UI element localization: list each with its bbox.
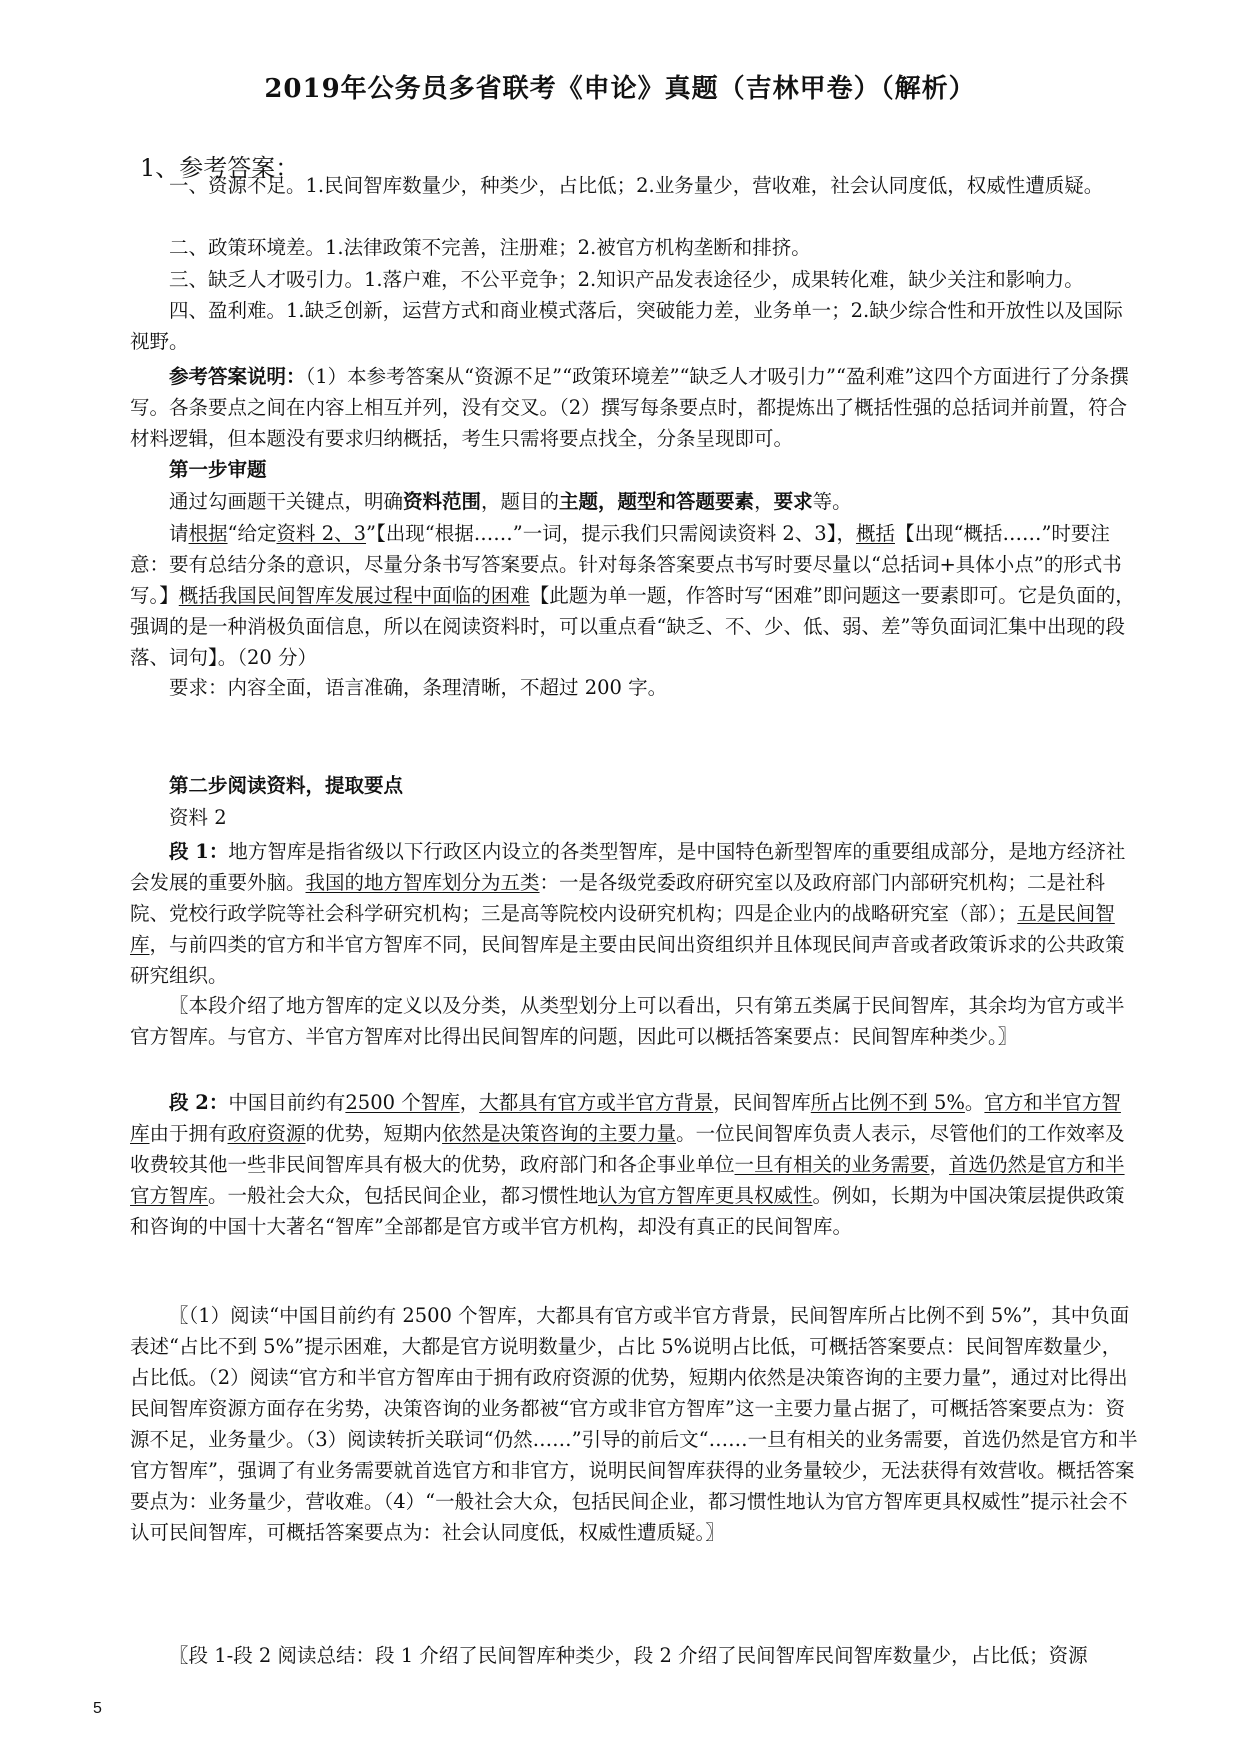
answer-1: 一、资源不足。1.民间智库数量少，种类少，占比低；2.业务量少，营收难，社会认同度低，权威性遭质疑。 xyxy=(169,174,1104,197)
answer-3: 三、缺乏人才吸引力。1.落户难，不公平竞争；2.知识产品发表途径少，成果转化难，缺少关注和影响力。 xyxy=(169,268,1084,291)
paragraph-text: 。 xyxy=(964,1091,985,1114)
paragraph-1 xyxy=(130,836,1140,991)
paragraph-underline: 2500 个智库 xyxy=(345,1091,460,1114)
question-text: ”【出现“根据……”一词，提示我们只需阅读资料 2、3】， xyxy=(366,522,856,545)
intro-text: ，题目的 xyxy=(481,490,560,513)
step1-requirement: 要求：内容全面，语言准确，条理清晰，不超过 200 字。 xyxy=(169,676,668,699)
answer-2: 二、政策环境差。1.法律政策不完善，注册难；2.被官方机构垄断和排挤。 xyxy=(169,236,811,259)
paragraph-text: 地方智库是指省级以下行政区内设立的各类型智库，是中国特色新型智库的重要组成部分，是地方经济社会发展的重要外脑。 xyxy=(130,840,1126,894)
intro-keyword: 要求 xyxy=(773,490,813,513)
paragraph-text: 中国目前约有 xyxy=(228,1091,346,1114)
commentary-3: 〖段 1-段 2 阅读总结：段 1 介绍了民间智库种类少，段 2 介绍了民间智库民间智库数量少，占比低；资源 xyxy=(169,1644,1088,1667)
question-underline: 资料 2、3 xyxy=(276,522,367,545)
paragraph-underline: 我国的地方智库划分为五类 xyxy=(305,871,540,894)
paragraph-text: ， xyxy=(459,1091,480,1114)
step1-question xyxy=(130,518,1140,673)
paragraph-text: 。一般社会大众，包括民间企业，都习惯性地 xyxy=(208,1184,599,1207)
question-underline: 根据 xyxy=(188,522,228,545)
step1-heading: 第一步审题 xyxy=(169,458,267,481)
paragraph-text: 。一位民间智库负责人表示，尽管他们的工作效率及收费较其他一些非民间智库具有极大的优势，政府部门和各企事业单位 xyxy=(130,1122,1125,1176)
paragraph-underline: 认为官方智库更具权威性 xyxy=(598,1184,813,1207)
paragraph-2 xyxy=(130,1087,1140,1242)
paragraph-text: ，与前四类的官方和半官方智库不同，民间智库是主要由民间出资组织并且体现民间声音或者政策诉求的公共政策研究组织。 xyxy=(130,933,1125,987)
commentary-2: 〖（1）阅读“中国目前约有 2500 个智库，大都具有官方或半官方背景，民间智库所占比例不到 5%”，其中负面表述“占比不到 5%”提示困难，大都是官方说明数量少，占比 5%说明占比低，可概括答案要点：民间智库数量少，占比低。（2）阅读“官方和半官方智库由于拥有政府资源的优势，短期内依然是决策咨询的主要力量”，通过对比得出民间智库资源方面存在劣势，决策咨询的业务都被“官方或非官方智库”这一主要力量占据了，可概括答案要点为：资源不足，业务量少。（3）阅读转折关联词“仍然……”引导的前后文“……一旦有相关的业务需要，首选仍然是官方和半官方智库”，强调了有业务需要就首选官方和非官方，说明民间智库获得的业务量较少，无法获得有效营收。概括答案要点为：业务量少，营收难。（4）“一般社会大众，包括民间企业，都习惯性地认为官方智库更具权威性”提示社会不认可民间智库，可概括答案要点为：社会认同度低，权威性遭质疑。〗 xyxy=(130,1304,1138,1544)
paragraph-underline: 五是民间智库 xyxy=(130,902,1115,956)
paragraph-text: ， xyxy=(929,1153,950,1176)
answer-note xyxy=(130,361,1140,454)
question-text: 请 xyxy=(169,522,189,545)
answer-note-text: （1）本参考答案从“资源不足”“政策环境差”“缺乏人才吸引力”“盈利难”这四个方面进行了分条撰写。各条要点之间在内容上相互并列，没有交叉。（2）撰写每条要点时，都提炼出了概括性强的总括词并前置，符合材料逻辑，但本题没有要求归纳概括，考生只需将要点找全，分条呈现即可。 xyxy=(130,365,1129,450)
intro-text: 通过勾画题干关键点，明确 xyxy=(169,490,404,513)
material-label: 资料 2 xyxy=(169,806,227,829)
commentary-1: 〖本段介绍了地方智库的定义以及分类，从类型划分上可以看出，只有第五类属于民间智库，其余均为官方或半官方智库。与官方、半官方智库对比得出民间智库的问题，因此可以概括答案要点：民间智库种类少。〗 xyxy=(130,994,1125,1048)
paragraph-text: ：一是各级党委政府研究室以及政府部门内部研究机构；二是社科院、党校行政学院等社会科学研究机构；三是高等院校内设研究机构；四是企业内的战略研究室（部）； xyxy=(130,871,1106,925)
step2-heading: 第二步阅读资料，提取要点 xyxy=(169,774,404,797)
paragraph-underline: 所占比例不到 5% xyxy=(810,1091,965,1114)
step1-intro xyxy=(130,486,1140,517)
answer-note-label: 参考答案说明： xyxy=(169,365,306,388)
answer-4: 四、盈利难。1.缺乏创新，运营方式和商业模式落后，突破能力差，业务单一；2.缺少综合性和开放性以及国际视野。 xyxy=(130,299,1123,353)
question-underline: 概括 xyxy=(855,522,895,545)
section-heading: 1、参考答案： xyxy=(140,154,300,182)
paragraph-text: ，民间智库 xyxy=(713,1091,811,1114)
intro-text: ， xyxy=(754,490,774,513)
paragraph-label: 段 1： xyxy=(169,840,229,863)
question-text: 【此题为单一题，作答时写“困难”即问题这一要素即可。它是负面的，强调的是一种消极负面信息，所以在阅读资料时，可以重点看“缺乏、不、少、低、弱、差”等负面词汇集中出现的段落、词句】。（20 分） xyxy=(130,584,1135,669)
paragraph-underline: 首选仍然是官方和半官方智库 xyxy=(130,1153,1125,1207)
paragraph-label: 段 2： xyxy=(169,1091,229,1114)
paragraph-underline: 政府资源 xyxy=(227,1122,306,1145)
paragraph-text: 的优势，短期内 xyxy=(305,1122,443,1145)
paragraph-underline: 依然是决策咨询的主要力量 xyxy=(442,1122,677,1145)
intro-text: 等。 xyxy=(812,490,852,513)
intro-keyword: 资料范围 xyxy=(403,490,482,513)
intro-keyword: 主题，题型和答题要素 xyxy=(559,490,755,513)
paragraph-text: 。例如，长期为中国决策层提供政策和咨询的中国十大著名“智库”全部都是官方或半官方机构，却没有真正的民间智库。 xyxy=(130,1184,1125,1238)
question-underline: 概括我国民间智库发展过程中面临的困难 xyxy=(178,584,530,607)
page-number: 5 xyxy=(93,1700,102,1717)
paragraph-underline: 官方和半官方智库 xyxy=(130,1091,1121,1145)
question-text: 【出现“概括……”时要注意：要有总结分条的意识，尽量分条书写答案要点。针对每条答案要点书写时要尽量以“总括词+具体小点”的形式书写。】 xyxy=(130,522,1122,607)
document-title: 2019年公务员多省联考《申论》真题（吉林甲卷）（解析） xyxy=(264,74,976,104)
paragraph-underline: 一旦有相关的业务需要 xyxy=(734,1153,930,1176)
question-text: “给定 xyxy=(227,522,277,545)
paragraph-text: 由于拥有 xyxy=(149,1122,228,1145)
paragraph-underline: 大都具有官方或半官方背景 xyxy=(479,1091,714,1114)
